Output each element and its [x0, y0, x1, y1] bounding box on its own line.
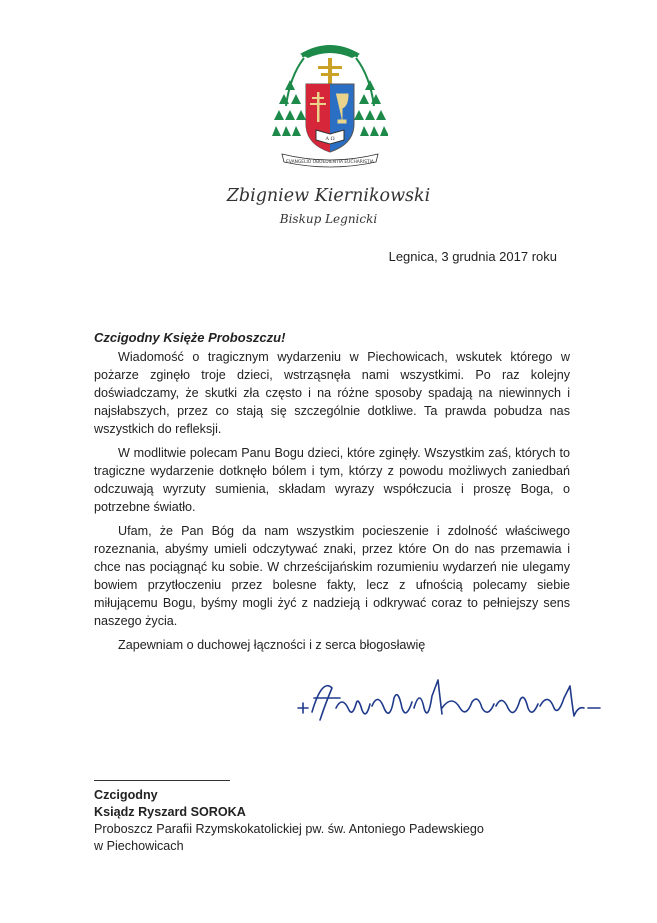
author-name: Zbigniew Kiernikowski [226, 186, 431, 206]
recipient-block [94, 787, 484, 855]
paragraph: W modlitwie polecam Panu Bogu dzieci, które zginęły. Wszystkim zaś, których to tragiczne wydarzenie dotknęło bólem i tym, którzy z powodu możliwych zaniedbań odczuwają wyrzuty sumienia, składam wyrazy współczucia i proszę Boga, o potrzebne światło. [94, 446, 570, 514]
recipient-role: Proboszcz Parafii Rzymskokatolickiej pw. św. Antoniego Padewskiego [94, 822, 484, 836]
letter-body [94, 348, 570, 660]
recipient-name: Ksiądz Ryszard SOROKA [94, 805, 246, 819]
letter-date: Legnica, 3 grudnia 2017 roku [388, 249, 557, 264]
tassels-right [354, 80, 388, 136]
recipient-greeting: Czcigodny [94, 788, 158, 802]
paragraph: Ufam, że Pan Bóg da nam wszystkim pocieszenie i zdolność właściwego rozeznania, abyśmy umieli odczytywać znaki, przez które On do nas przemawia i chce nas pociągnąć ku sobie. W chrześcijańskim rozumieniu wydarzeń nie ulegamy bowiem przytłoczeniu przez bolesne fakty, lecz z ufnością polecamy siebie miłującemu Bogu, byśmy mogli żyć z nadzieją i odkrywać coraz to pełniejszy sens naszego życia. [94, 524, 570, 628]
tassels-left [272, 80, 306, 136]
handwritten-signature [292, 668, 612, 732]
salutation: Czcigodny Księże Proboszczu! [94, 330, 286, 345]
svg-text:A Ω: A Ω [325, 136, 335, 142]
paragraph: Wiadomość o tragicznym wydarzeniu w Piechowicach, wskutek którego w pożarze zginęło troje dzieci, wstrząsnęła nami wszystkimi. Po raz kolejny doświadczamy, że skutki zła często i na różne sposoby spadają na niewinnych i najsłabszych, przez co stają się szczególnie dotkliwe. Ta prawda pobudza nas wszystkich do refleksji. [94, 350, 570, 436]
motto-text: EVANGELIO OBOEDIENTIA EUCHARISTIA [286, 160, 374, 165]
paragraph: Zapewniam o duchowej łączności i z serca błogosławię [118, 638, 426, 652]
separator-line [94, 780, 230, 781]
author-title: Biskup Legnicki [279, 212, 378, 226]
recipient-location: w Piechowicach [94, 839, 184, 853]
episcopal-coat-of-arms [272, 36, 388, 170]
